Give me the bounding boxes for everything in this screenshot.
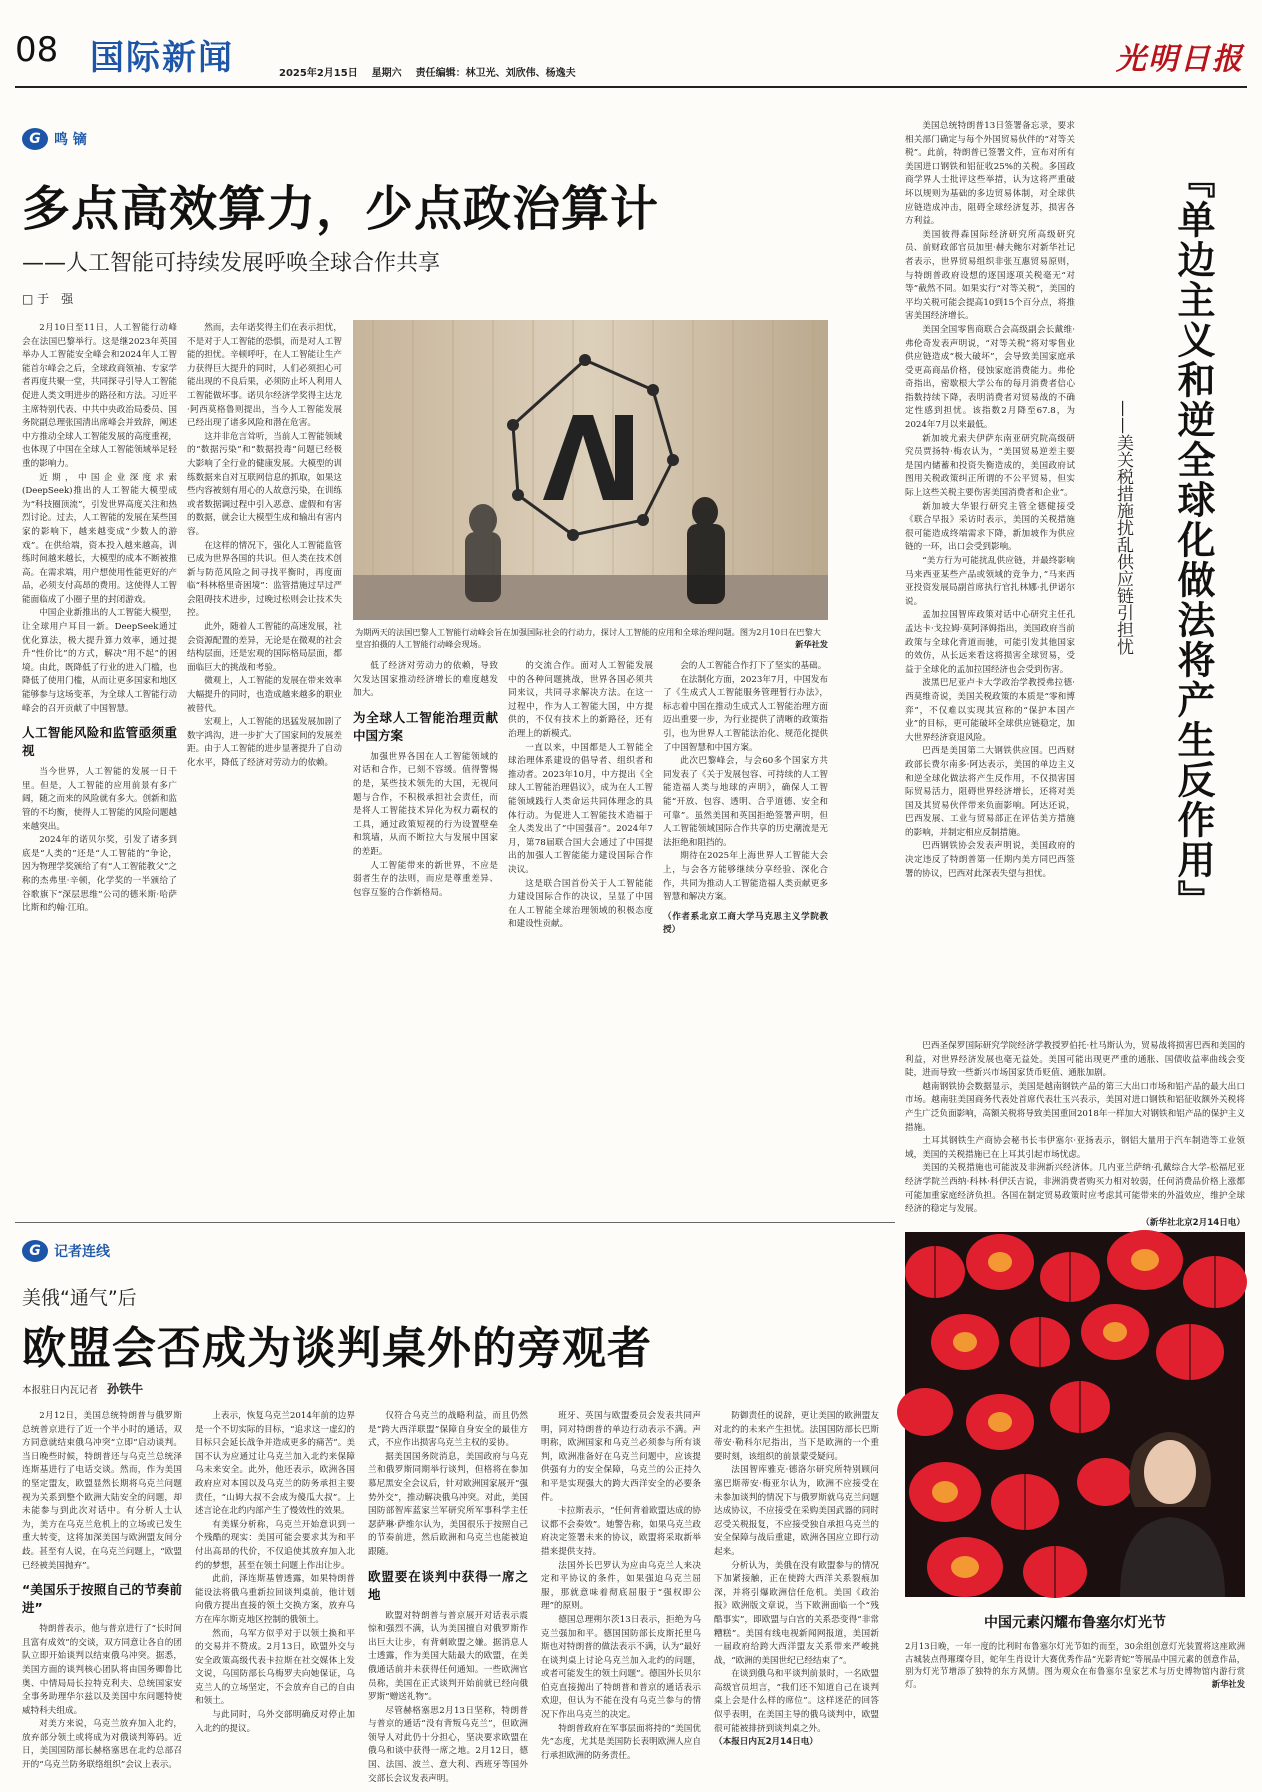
article3-paragraph: 此前，泽连斯基曾透露，如果特朗普能设法将俄乌重新拉回谈判桌前，他计划向俄方提出直接的领土交换方案，放弃乌方在库尔斯克地区控制的俄领土。	[195, 1574, 355, 1625]
article1-paragraph: 宏观上，人工智能的迅猛发展加剧了数字鸿沟，进一步扩大了国家间的发展差距。由于人工智能的进步显著提升了自动化水平，降低了经济对劳动力的依赖。	[187, 717, 342, 768]
article2-paragraph: “美方行为可能扰乱供应链，并最终影响马来西亚某些产品或领域的竞争力，”马来西亚投资发展局副首席执行官扎林娜·扎伊诺尔说。	[905, 556, 1075, 607]
article1-paragraph: 期待在2025年上海世界人工智能大会上，与会各方能够继续分享经验、深化合作，共同为推动人工智能造福人类贡献更多智慧和解决方案。	[663, 851, 828, 903]
article3-paragraph: 上表示，恢复乌克兰2014年前的边界是一个不切实际的目标，“追求这一虚幻的目标只会延长战争并造成更多的痛苦”。美国不认为应通过让乌克兰加入北约来保障乌未来安全。此外，他还表示，欧洲各国政府应对本国以及乌克兰的防务承担主要责任，“山姆大叔不会成为傻瓜大叔”。上述言论在北约内部产生了慢效性的效果。	[195, 1411, 355, 1517]
lantern-photo-title: 中国元素闪耀布鲁塞尔灯光节	[984, 1615, 1166, 1631]
article2-title: 『单边主义和逆全球化做法将产生反作用』	[1171, 160, 1215, 920]
article2-body	[905, 120, 1075, 1032]
article1-byline: □ 于 强	[22, 292, 74, 306]
article1-column-3	[353, 660, 498, 1217]
article3-paragraph: 尽管赫格塞思2月13日坚称，特朗普与普京的通话“没有背叛乌克兰”，但欧洲领导人对此仍十分担心，坚决要求欧盟在俄乌和谈中获得一席之地。2月12日，德国、法国、波兰、意大利、西班牙等国外交部长会议发表声明。	[368, 1705, 528, 1784]
article3-paragraph: 对美方来说，乌克兰放弃加入北约，放弃部分领土或将成为对俄谈判筹码。近日，美国国防部长赫格塞思在北约总部召开的“乌克兰防务联络组织”会议上表示。	[22, 1719, 182, 1771]
article1-column-1	[22, 322, 177, 1217]
article3-paragraph: 分析认为，美俄在没有欧盟参与的情况下加紧接触，正在使跨大西洋关系裂痕加深，并将引爆欧洲信任危机。美国《政治报》欧洲版文章说，当下欧洲面临一个“残酷事实”，即欧盟与白宫的关系恐变得“非常糟糕”。美国有线电视新闻网报道，美国新一届政府给跨大西洋盟友关系带来严峻挑战，“欧洲的美国世纪已经结束了”。	[714, 1560, 879, 1666]
article1-column-4	[508, 660, 653, 1217]
lantern-photo-caption	[905, 1640, 1245, 1690]
article1-paragraph: 2月10日至11日，人工智能行动峰会在法国巴黎举行。这是继2023年英国举办人工智能安全峰会和2024年人工智能首尔峰会之后，全球政商领袖、专家学者再度共聚一堂，共同探寻引导人工智能促进人类文明进步的路径和方法。习近平主席特别代表、中共中央政治局委员、国务院副总理张国清出席峰会并致辞，阐述中方推动全球人工智能发展的高度重视，也体现了中国在全球人工智能领域举足轻重的影响力。	[22, 323, 177, 469]
section-title: 国际新闻	[90, 38, 234, 78]
ai-summit-photo	[353, 320, 828, 620]
lantern-photo-credit: 新华社发	[1211, 1678, 1245, 1689]
article1-paragraph: 此次巴黎峰会，与会60多个国家方共同发表了《关于发展包容、可持续的人工智能造福人类与地球的声明》，确保人工智能“开放、包容、透明、合乎道德、安全和可靠”。虽然美国和英国拒绝签署声明，但人工智能领域国际合作共享的历史潮流是无法拒绝和阻挡的。	[663, 756, 828, 848]
article3-paragraph: 特朗普政府在军事层面将持的“美国优先”态度，尤其是美国防长表明欧洲人应自行承担欧洲的防务责任。	[541, 1723, 701, 1761]
article1-paragraph: 加强世界各国在人工智能领域的对话和合作，已刻不容缓。值得警惕的是，某些技术领先的大国，无视问题与合作，不积极承担社会责任，而是将人工智能技术异化为权力霸权的工具，通过政策短视的行为设置壁垒和筑墙，从而不断拉大与发展中国家的差距。	[353, 751, 498, 857]
ai-photo-credit: 新华社发	[795, 639, 828, 649]
article1-paragraph: 人工智能带来的新世界，不应是弱者生存的法则，而应是尊重差异、包容互鉴的合作新格局。	[353, 860, 498, 898]
article2-paragraph: 波黑巴尼亚卢卡大学政治学教授弗拉德·西莫维奇说，美国关税政策的本质是“零和博弈”，不仅难以实现其宣称的“保护本国产业”的目标，更可能破坏全球供应链稳定，加大世界经济衰退风险。	[905, 678, 1075, 743]
article3-byline-name: 孙铁牛	[107, 1382, 144, 1396]
ai-photo-caption-text: 为期两天的法国巴黎人工智能行动峰会旨在加强国际社会的行动力，探讨人工智能的应用和全球治理问题。图为2月10日在巴黎大皇宫拍摄的人工智能行动峰会现场。	[355, 627, 821, 649]
article2-paragraph: 美国全国零售商联合会高级副会长戴维·弗伦奇发表声明说，“对等关税”将对零售业供应链造成“极大破坏”，会导致美国家庭承受更高商品价格，侵蚀家庭消费能力。弗伦奇指出，密歇根大学公布的每月消费者信心指数持续下降，表明消费者对贸易战的不确定性感到担忧。该指数2月降至67.8，为2024年7月以来最低。	[905, 324, 1075, 431]
article3-column-2	[195, 1410, 355, 1785]
lantern-photo-caption-text: 2月13日晚，一年一度的比利时布鲁塞尔灯光节如约而至，30余组创意灯光装置将这座欧洲古城装点得璀璨夺目，蛇年生肖设计大赛优秀作品“光影青蛇”等展品中国元素的创意作品，别为灯光节增添了独特的东方风情。图为观众在布鲁塞尔皇家艺术与历史博物馆内游行赏灯。	[905, 1641, 1245, 1689]
header-info	[279, 64, 576, 79]
article2-body-wide	[905, 1040, 1245, 1228]
page-number: 08	[15, 30, 59, 70]
article1-subtitle: ——人工智能可持续发展呼唤全球合作共享	[22, 251, 441, 276]
article3-paragraph: 特朗普表示，他与普京进行了“长时间且富有成效”的交谈，双方同意让各自的团队立即开始谈判以结束俄乌冲突。据悉，美国方面的谈判核心团队将由国务卿鲁比奥、中情局局长拉特克利夫、总统国家安全事务助理华尔兹以及美国中东问题特使威特科夫组成。	[22, 1624, 182, 1716]
article3-paragraph: 法国外长巴罗认为应由乌克兰人来决定和平协议的条件，如果强迫乌克兰屈服，那就意味着彻底屈服于“强权即公理”的原则。	[541, 1560, 701, 1612]
article1-paragraph: 低了经济对劳动力的依赖，导致欠发达国家推动经济增长的难度越发加大。	[353, 661, 498, 699]
article2-paragraph: 美国的关税措施也可能波及非洲新兴经济体。几内亚兰萨纳·孔戴综合大学-松福尼亚经济学院兰西纳·科林·科伊沃吉说，非洲消费者购买力相对较弱，任何消费品价格上涨都可能加重家庭经济负担。各国在制定贸易政策时应考虑其可能带来的外溢效应，维护全球经济的稳定与发展。	[905, 1163, 1245, 1215]
article1-paragraph: 2024年的诺贝尔奖，引发了诸多到底是“人类的”还是“人工智能的”争论，因为物理学奖颁给了有“人工智能教父”之称的杰弗里·辛顿，化学奖的一半颁给了谷歌旗下“深层思维”公司的德米斯·哈萨比斯和约翰·江珀。	[22, 835, 177, 914]
article2-subtitle: ——美关税措施扰乱供应链引担忧	[1113, 400, 1133, 655]
article3-paragraph: 在谈到俄乌和平谈判前景时，一名欧盟高级官员坦言，“我们还不知道自己在谈判桌上会是什么样的席位”。这样迷茫的回答似乎表明，在美国主导的俄乌谈判中，欧盟很可能被排挤到谈判桌之外。	[714, 1669, 879, 1734]
header-rule	[15, 86, 1247, 88]
header-weekday: 星期六	[371, 68, 402, 79]
article2-paragraph: 新加坡尤索夫伊萨东南亚研究院高级研究员贾扬特·梅农认为，“美国贸易逆差主要是国内储蓄和投资失衡造成的，美国政府试图用关税政策纠正所谓的不公平贸易，但实际上这些关税主要伤害美国消费者和企业”。	[905, 433, 1075, 499]
g-logo-icon: G	[22, 1240, 48, 1262]
article3-source: （本报日内瓦2月14日电）	[714, 1737, 818, 1748]
ai-summit-photo-art	[353, 320, 828, 620]
article2-paragraph: 巴西是美国第二大钢铁供应国。巴西财政部长费尔南多·阿达表示，美国的单边主义和逆全球化做法将产生反作用，不仅损害国际贸易活力，阻碍世界经济增长，还将对美国及其贸易伙伴带来负面影响。阿达还说，巴西发展、工业与贸易部正在评估美方措施的影响，并制定相应反制措施。	[905, 746, 1075, 838]
article3-title: 欧盟会否成为谈判桌外的旁观者	[22, 1323, 652, 1374]
ai-photo-caption	[355, 626, 828, 650]
article1-paragraph: 一直以来，中国都是人工智能全球治理体系建设的倡导者、组织者和推动者。2023年10月，中方提出《全球人工智能治理倡议》，成为在人工智能领域践行人类命运共同体理念的具体行动。为促进人工智能技术造福于全人类发出了“中国强音”。2024年7月，第78届联合国大会通过了中国提出的加强人工智能能力建设国际合作决议。	[508, 742, 653, 875]
article2-source: （新华社北京2月14日电）	[1141, 1217, 1245, 1228]
masthead-logo: 光明日报	[1116, 42, 1244, 77]
column-tag-reporter	[22, 1240, 110, 1262]
article3-paragraph: 与此同时，乌外交部明确反对停止加入北约的提议。	[195, 1710, 355, 1734]
article1-paragraph: 此外，随着人工智能的高速发展，社会资源配置的差异，无论是在微观的社会结构层面，还是宏观的国际格局层面，都面临巨大的挑战和考验。	[187, 622, 342, 673]
article3-paragraph: 法国智库雅克·德洛尔研究所特别顾问塞巴斯蒂安·梅亚尔认为，欧洲不应接受在未参加谈判的情况下与俄罗斯就乌克兰问题达成协议，不应接受在采购美国武器的同时忍受关税报复，不应接受独自承担乌克兰的安全保障与战后重建，欧洲各国应立即行动起来。	[714, 1465, 879, 1557]
article2-paragraph: 孟加拉国智库政策对话中心研究主任孔孟达卡·戈拉姆·莫阿泽姆指出，美国政府当前政策与全球化背道而驰，可能引发其他国家的效仿，从长远来看这将损害全球贸易，受益于全球化的孟加拉国经济也会受到伤害。	[905, 610, 1075, 675]
article3-paragraph: 据美国国务院消息，美国政府与乌克兰和俄罗斯同期举行谈判，但格将在参加慕尼黑安全会议后，针对欧洲国家展开“强势外交”，推动解决俄乌冲突。对此，美国国防部智库蓝家兰军研究所军事科学主任瑟萨琳·萨维尔认为，美国很乐于按照自己的节奏前进，然后欧洲和乌克兰也能被迫跟随。	[368, 1451, 528, 1557]
article3-paragraph: 卡拉斯表示，“任何背着欧盟达成的协议都不会奏效”。她警告称，如果乌克兰政府决定签署未来的协议，欧盟将采取新举措来提供支持。	[541, 1506, 701, 1557]
article2-paragraph: 新加坡大华银行研究主管全德健接受《联合早报》采访时表示，美国的关税措施很可能造成终端需求下降，新加坡作为供应链的一环，出口会受到影响。	[905, 501, 1075, 553]
g-logo-icon: G	[22, 128, 48, 150]
article1-paragraph: 中国企业新推出的人工智能大模型，让全球用户耳目一新。DeepSeek通过优化算法，极大提升算力效率，通过提升“性价比”的方式，解决“用不起”的困境。由此，既降低了行业的进入门槛，也降低了使用门槛，从而让更多国家和地区能够参与这场变革，为全球人工智能行动峰会的召开贡献了中国智慧。	[22, 608, 177, 714]
article3-subheading-eu: 欧盟要在谈判中获得一席之地	[368, 1568, 528, 1602]
article3-column-1	[22, 1410, 182, 1785]
header-date: 2025年2月15日	[279, 68, 358, 79]
article2-paragraph: 巴西圣保罗国际研究学院经济学教授罗伯托·杜马斯认为，贸易战将损害巴西和美国的利益，对世界经济发展也毫无益处。美国可能出现更严重的通胀、国债收益率曲线会变陡，进而导致一些新兴市场国家货币贬值、通胀加剧。	[905, 1041, 1245, 1079]
column-tag-mingdi	[22, 128, 87, 150]
article3-subheading-us: “美国乐于按照自己的节奏前进”	[22, 1582, 182, 1616]
column-tag-label: 记者连线	[54, 1244, 110, 1260]
article3-paragraph: 然而，乌军方似乎对于以领土换和平的交易并不赞成。2月13日，欧盟外交与安全政策高级代表卡拉斯在社交媒体上发文说，乌国防部长乌梅罗夫向她保证，乌克兰人的立场坚定，不会放弃自己的自由和领土。	[195, 1628, 355, 1707]
article3-column-3	[368, 1410, 528, 1785]
article3-paragraph: 有美媒分析称，乌克兰开始意识到一个残酷的现实：美国可能会要求其为和平付出高昂的代价，不仅追使其放弃加入北约的梦想，甚至在领土问题上作出让步。	[195, 1519, 355, 1571]
article2-paragraph: 巴西钢铁协会发表声明说，美国政府的决定违反了特朗普第一任期内美方同巴西签署的协议，巴西对此深表失望与担忧。	[905, 841, 1075, 879]
article1-paragraph: 这是联合国首份关于人工智能能力建设国际合作的决议，呈显了中国在人工智能全球治理领域的积极态度和建设性贡献。	[508, 878, 653, 930]
article3-paragraph: 2月12日，美国总统特朗普与俄罗斯总统普京进行了近一个半小时的通话，双方同意就结束俄乌冲突“立即”启动谈判。当日晚些时候，特朗普还与乌克兰总统泽连斯基进行了电话交谈。然而，作为美国的坚定盟友，欧盟显然长期将乌克兰问题视为关系到整个欧洲大陆安全的问题，却未能参与到此次对话中。有分析人士认为，美方在乌克兰危机上的立场或已发生重大转变，这将加深美国与欧洲盟友间分歧。甚至有人说，在乌克兰问题上，“欧盟已经被美国抛弃”。	[22, 1411, 182, 1571]
section-divider	[15, 1222, 895, 1223]
lantern-photo-art	[905, 1232, 1245, 1597]
article3-paragraph: 班牙、英国与欧盟委员会发表共同声明，同对特朗普的单边行动表示不满。声明称，欧洲国家和乌克兰必须参与所有谈判，欧洲准备好在乌克兰问题中，应该提供强有力的安全保障，乌克兰的公正持久和平是实现强大的跨大西洋安全的必要条件。	[541, 1411, 701, 1503]
article3-kicker-title: 美俄“通气”后	[22, 1287, 137, 1309]
article3-byline-label: 本报驻日内瓦记者	[22, 1385, 99, 1396]
article1-subheading-china: 为全球人工智能治理贡献中国方案	[353, 709, 498, 743]
article3-column-5	[714, 1410, 879, 1785]
article3-byline	[22, 1380, 143, 1397]
article1-paragraph: 然而，去年诺奖得主们在表示担忧，不是对于人工智能的恐惧，而是对人工智能的担忧。辛顿呼吁，在人工智能让生产力获得巨大提升的同时，人们必须担心可能出现的不良后果，必须防止坏人利用人工智能做坏事。诺贝尔经济学奖得主达龙·阿西莫格鲁则提出，当今人工智能发展已经出现了诸多风险和潜在危害。	[187, 323, 342, 429]
article1-author-note: （作者系北京工商大学马克思主义学院教授）	[663, 911, 828, 936]
column-tag-label: 鸣 镝	[54, 132, 87, 148]
article1-paragraph: 的交流合作。面对人工智能发展中的各种问题挑战，世界各国必须共同来议，共同寻求解决方法。在这一过程中，作为人工智能大国，中方提供的，不仅有技术上的新路径，还有治理上的新模式。	[508, 661, 653, 739]
article2-paragraph: 美国彼得森国际经济研究所高级研究员、前财政部官员加里·赫夫鲍尔对新华社记者表示，世界贸易组织非张互惠贸易原则，与特朗普政府设想的逐国逐项关税毫无“对等”截然不同。如果实行“对等关税”，美国的平均关税可能会提高10到15个百分点，将推害美国经济增长。	[905, 229, 1075, 322]
article1-title: 多点高效算力，少点政治算计	[22, 181, 660, 237]
article1-paragraph: 当今世界，人工智能的发展一日千里。但是，人工智能的应用前景有多广阔，随之而来的风险就有多大。创新和监管的不均衡，使得人工智能的风险问题越来越突出。	[22, 767, 177, 832]
article1-paragraph: 在法制化方面，2023年7月，中国发布了《生成式人工智能服务管理暂行办法》，标志着中国在推动生成式人工智能治理方面迈出重要一步，为行业提供了清晰的政策指引，也为世界人工智能法治化、规范化提供了中国智慧和中国方案。	[663, 674, 828, 753]
article1-paragraph: 微观上，人工智能的发展在带来效率大幅提升的同时，也造成越来越多的职业被替代。	[187, 676, 342, 714]
article3-paragraph: 德国总理朔尔茨13日表示，拒绝为乌克兰强加和平。德国国防部长皮斯托里乌斯也对特朗普的做法表示不满，认为“最好在谈判桌上讨论乌克兰加入北约的问题，或者可能发生的领土问题”。德国外长贝尔伯克直接抛出了特朗普和普京的通话表示欢迎，但认为不能在没有乌克兰参与的情况下作出乌克兰的决定。	[541, 1614, 701, 1721]
article1-column-5	[663, 660, 828, 1217]
header-editors: 责任编辑：林卫光、刘欣伟、杨逸夫	[415, 68, 576, 79]
article3-paragraph: 欧盟对特朗普与普京展开对话表示震惊和强烈不满，认为美国擅自对俄罗斯作出巨大让步，有背刺欧盟之嫌。据消息人士透露，作为美国大陆最大的欧盟，在美俄通话前并未获得任何通知。一些欧洲官员称，美国在正式谈判开始前就已经向俄罗斯“赠送礼物”。	[368, 1610, 528, 1703]
article3-column-4	[541, 1410, 701, 1785]
article1-paragraph: 在这样的情况下，强化人工智能监管已成为世界各国的共识。但人类在技术创新与防范风险之间寻找平衡时，再度面临“科林格里奇困境”：监管措施过早过严会阻碍技术进步，过晚过松则会让技术失控。	[187, 540, 342, 619]
article1-paragraph: 这并非危言耸听，当前人工智能领域的“数据污染”和“数据投毒”问题已经极大影响了全行业的健康发展。大模型的训练数据来自对互联网信息的抓取，如果这些内容被刻有用心的人故意污染，在训练或者数据调过程中引入恶意、虚假和有害的数据，就会让大模型生成和输出有害内容。	[187, 431, 342, 537]
article3-paragraph: 防御责任的说辞，更让美国的欧洲盟友对北约的未来产生担忧。法国国防部长巴斯蒂安·勒科尔尼指出，当下是欧洲的一个重要时刻，该组织的前景蒙受疑问。	[714, 1411, 879, 1462]
article1-paragraph: 会的人工智能合作打下了坚实的基础。	[680, 661, 827, 671]
lantern-photo	[905, 1232, 1245, 1597]
article2-paragraph: 美国总统特朗普13日签署备忘录，要求相关部门确定与每个外国贸易伙伴的“对等关税”。此前，特朗普已签署文件，宣布对所有美国进口钢铁和铝征收25%的关税。多国政商学界人士批评这些举措，认为这将严重破坏以规则为基础的多边贸易体制，对全球供应链造成冲击，阻碍全球经济复苏，损害各方利益。	[905, 121, 1075, 227]
article1-column-2	[187, 322, 342, 1217]
article1-subheading-risk: 人工智能风险和监管亟须重视	[22, 725, 177, 759]
article1-paragraph: 近期，中国企业深度求索(DeepSeek)推出的人工智能大模型成为“科技圈顶流”，引发世界高度关注和热烈讨论。过去，人工智能的发展在某些国家的影响下，越来越变成“少数人的游戏”。在供给端，资本投入越来越高，训练时间越来越长，大模型的成本不断被推高。在需求端，用户想使用性能更好的产品，必须支付高昂的费用。这使得人工智能面临成了小圈子里的封闭游戏。	[22, 472, 177, 605]
article2-paragraph: 越南钢铁协会数据显示，美国是越南钢铁产品的第三大出口市场和铝产品的最大出口市场。越南驻美国商务代表处首席代表壮玉兴表示，美国对进口钢铁和铝征收额外关税将产生广泛负面影响，高额关税将导致美国重回2018年一样加大对钢铁和铝产品的保护主义措施。	[905, 1081, 1245, 1133]
article3-paragraph: 仅符合乌克兰的战略利益，而且仍然是“跨大西洋联盟”保障自身安全的最佳方式，不应作出损害乌克兰主权的妥协。	[368, 1411, 528, 1449]
article2-paragraph: 土耳其钢铁生产商协会秘书长韦伊塞尔·亚扬表示，钢铝大量用于汽车制造等工业领域，美国的关税措施已在上耳其引起市场忧虑。	[905, 1136, 1245, 1160]
